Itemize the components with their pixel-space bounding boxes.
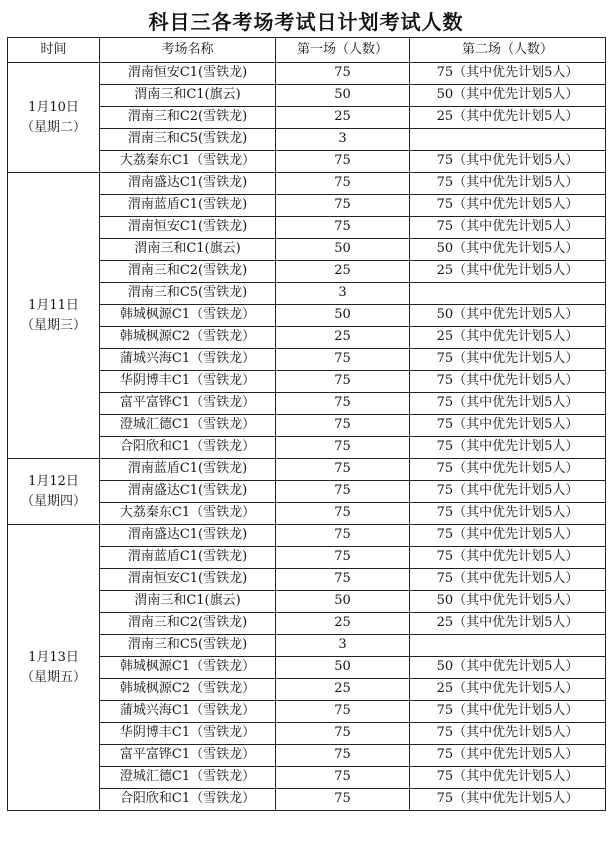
session-2-cell (410, 129, 606, 151)
session-2-cell: 75（其中优先计划5人） (410, 349, 606, 371)
session-1-cell: 50 (276, 239, 410, 261)
session-1-cell: 75 (276, 701, 410, 723)
venue-cell: 渭南蓝盾C1(雪铁龙) (100, 547, 276, 569)
venue-cell: 蒲城兴海C1（雪铁龙） (100, 701, 276, 723)
session-1-cell: 75 (276, 217, 410, 239)
date-label: 1月13日 (28, 650, 79, 665)
page-title: 科目三各考场考试日计划考试人数 (148, 10, 464, 34)
session-1-cell: 50 (276, 85, 410, 107)
session-2-cell: 25（其中优先计划5人） (410, 107, 606, 129)
session-1-cell: 75 (276, 63, 410, 85)
session-2-cell: 75（其中优先计划5人） (410, 701, 606, 723)
venue-cell: 渭南三和C1(旗云) (100, 591, 276, 613)
venue-cell: 渭南盛达C1(雪铁龙) (100, 481, 276, 503)
venue-cell: 渭南盛达C1(雪铁龙) (100, 525, 276, 547)
session-1-cell: 50 (276, 305, 410, 327)
session-1-cell: 25 (276, 261, 410, 283)
venue-cell: 渭南三和C2(雪铁龙) (100, 107, 276, 129)
header-venue: 考场名称 (100, 38, 276, 63)
session-1-cell: 3 (276, 129, 410, 151)
table-row (8, 173, 606, 195)
venue-cell: 渭南恒安C1(雪铁龙) (100, 569, 276, 591)
session-2-cell: 25（其中优先计划5人） (410, 613, 606, 635)
date-cell (8, 459, 100, 525)
session-1-cell: 75 (276, 437, 410, 459)
session-1-cell: 75 (276, 569, 410, 591)
venue-cell: 渭南蓝盾C1(雪铁龙) (100, 459, 276, 481)
session-2-cell: 75（其中优先计划5人） (410, 459, 606, 481)
weekday-label: （星期二） (20, 119, 86, 135)
weekday-label: （星期四） (20, 493, 86, 509)
session-1-cell: 75 (276, 525, 410, 547)
venue-cell: 渭南三和C5(雪铁龙) (100, 635, 276, 657)
session-2-cell: 75（其中优先计划5人） (410, 437, 606, 459)
header-row (8, 38, 606, 63)
date-cell (8, 173, 100, 459)
session-1-cell: 25 (276, 327, 410, 349)
session-2-cell: 75（其中优先计划5人） (410, 789, 606, 811)
session-2-cell (410, 283, 606, 305)
session-2-cell: 75（其中优先计划5人） (410, 745, 606, 767)
venue-cell: 渭南盛达C1(雪铁龙) (100, 173, 276, 195)
session-2-cell: 75（其中优先计划5人） (410, 217, 606, 239)
session-2-cell: 75（其中优先计划5人） (410, 767, 606, 789)
session-1-cell: 75 (276, 173, 410, 195)
session-2-cell: 75（其中优先计划5人） (410, 151, 606, 173)
session-2-cell: 75（其中优先计划5人） (410, 503, 606, 525)
date-label: 1月11日 (28, 298, 79, 313)
venue-cell: 渭南三和C5(雪铁龙) (100, 129, 276, 151)
venue-cell: 韩城枫源C1（雪铁龙） (100, 657, 276, 679)
session-1-cell: 75 (276, 415, 410, 437)
session-1-cell: 75 (276, 547, 410, 569)
venue-cell: 渭南三和C1(旗云) (100, 239, 276, 261)
session-1-cell: 75 (276, 349, 410, 371)
date-cell (8, 63, 100, 173)
session-2-cell: 75（其中优先计划5人） (410, 569, 606, 591)
venue-cell: 华阴博丰C1（雪铁龙） (100, 723, 276, 745)
session-1-cell: 75 (276, 151, 410, 173)
session-2-cell: 75（其中优先计划5人） (410, 393, 606, 415)
weekday-label: （星期五） (20, 669, 86, 685)
session-2-cell: 25（其中优先计划5人） (410, 327, 606, 349)
session-2-cell: 75（其中优先计划5人） (410, 173, 606, 195)
session-1-cell: 25 (276, 613, 410, 635)
session-2-cell: 75（其中优先计划5人） (410, 415, 606, 437)
header-session-1: 第一场（人数） (276, 38, 410, 63)
session-1-cell: 75 (276, 503, 410, 525)
venue-cell: 韩城枫源C2（雪铁龙） (100, 327, 276, 349)
session-1-cell: 75 (276, 195, 410, 217)
venue-cell: 澄城汇德C1（雪铁龙） (100, 415, 276, 437)
session-2-cell: 50（其中优先计划5人） (410, 305, 606, 327)
session-2-cell: 75（其中优先计划5人） (410, 525, 606, 547)
session-1-cell: 75 (276, 767, 410, 789)
session-1-cell: 75 (276, 393, 410, 415)
table-header (8, 38, 606, 63)
venue-cell: 合阳欣和C1（雪铁龙） (100, 789, 276, 811)
venue-cell: 大荔秦东C1（雪铁龙） (100, 151, 276, 173)
date-label: 1月12日 (28, 474, 79, 489)
session-1-cell: 25 (276, 679, 410, 701)
session-2-cell: 75（其中优先计划5人） (410, 371, 606, 393)
session-1-cell: 25 (276, 107, 410, 129)
session-2-cell: 75（其中优先计划5人） (410, 63, 606, 85)
session-1-cell: 75 (276, 371, 410, 393)
table-body (8, 63, 606, 811)
venue-cell: 渭南三和C5(雪铁龙) (100, 283, 276, 305)
weekday-label: （星期三） (20, 317, 86, 333)
session-2-cell: 75（其中优先计划5人） (410, 195, 606, 217)
venue-cell: 蒲城兴海C1（雪铁龙） (100, 349, 276, 371)
session-2-cell: 75（其中优先计划5人） (410, 547, 606, 569)
table-row (8, 63, 606, 85)
session-1-cell: 3 (276, 635, 410, 657)
table-row (8, 525, 606, 547)
session-2-cell: 25（其中优先计划5人） (410, 679, 606, 701)
session-2-cell: 50（其中优先计划5人） (410, 591, 606, 613)
venue-cell: 渭南三和C2(雪铁龙) (100, 613, 276, 635)
session-2-cell: 75（其中优先计划5人） (410, 481, 606, 503)
session-1-cell: 75 (276, 459, 410, 481)
venue-cell: 渭南恒安C1(雪铁龙) (100, 63, 276, 85)
header-session-2: 第二场（人数） (410, 38, 606, 63)
session-1-cell: 3 (276, 283, 410, 305)
session-2-cell: 25（其中优先计划5人） (410, 261, 606, 283)
date-cell (8, 525, 100, 811)
venue-cell: 大荔秦东C1（雪铁龙） (100, 503, 276, 525)
header-time: 时间 (8, 38, 100, 63)
venue-cell: 渭南三和C2(雪铁龙) (100, 261, 276, 283)
venue-cell: 韩城枫源C1（雪铁龙） (100, 305, 276, 327)
venue-cell: 渭南恒安C1(雪铁龙) (100, 217, 276, 239)
session-1-cell: 50 (276, 591, 410, 613)
venue-cell: 渭南蓝盾C1(雪铁龙) (100, 195, 276, 217)
venue-cell: 富平富铧C1（雪铁龙） (100, 745, 276, 767)
venue-cell: 华阴博丰C1（雪铁龙） (100, 371, 276, 393)
session-1-cell: 75 (276, 789, 410, 811)
session-2-cell: 50（其中优先计划5人） (410, 85, 606, 107)
venue-cell: 渭南三和C1(旗云) (100, 85, 276, 107)
session-2-cell (410, 635, 606, 657)
session-2-cell: 50（其中优先计划5人） (410, 657, 606, 679)
venue-cell: 合阳欣和C1（雪铁龙） (100, 437, 276, 459)
venue-cell: 澄城汇德C1（雪铁龙） (100, 767, 276, 789)
table-row (8, 459, 606, 481)
schedule-table (7, 37, 606, 811)
venue-cell: 富平富铧C1（雪铁龙） (100, 393, 276, 415)
session-1-cell: 75 (276, 723, 410, 745)
session-1-cell: 75 (276, 745, 410, 767)
session-1-cell: 50 (276, 657, 410, 679)
venue-cell: 韩城枫源C2（雪铁龙） (100, 679, 276, 701)
session-2-cell: 75（其中优先计划5人） (410, 723, 606, 745)
session-2-cell: 50（其中优先计划5人） (410, 239, 606, 261)
date-label: 1月10日 (28, 100, 79, 115)
session-1-cell: 75 (276, 481, 410, 503)
